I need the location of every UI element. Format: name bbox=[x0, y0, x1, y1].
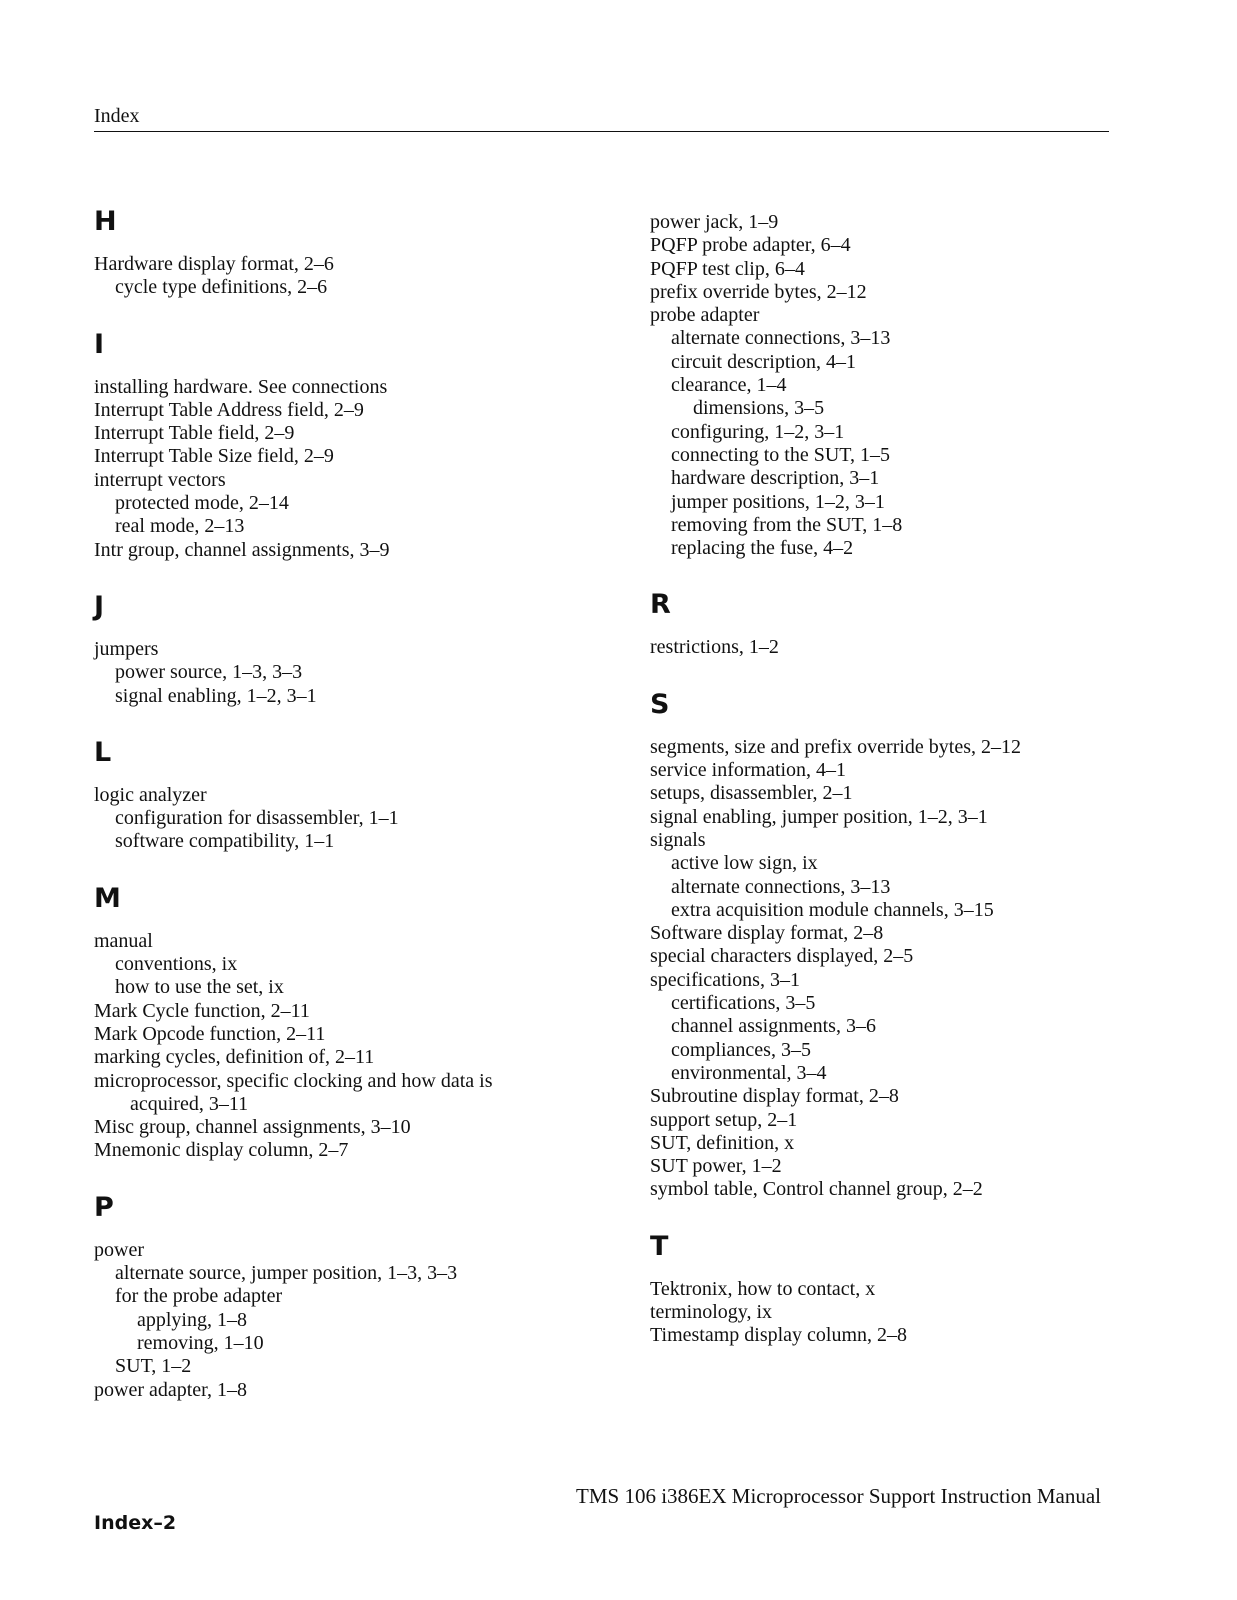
index-subentry: protected mode, 2–14 bbox=[115, 492, 289, 515]
index-section bbox=[94, 1191, 614, 1402]
index-subentry: active low sign, ix bbox=[671, 852, 818, 875]
index-section bbox=[94, 328, 614, 562]
index-subentry: removing from the SUT, 1–8 bbox=[671, 513, 903, 536]
index-entry: Interrupt Table Address field, 2–9 bbox=[94, 398, 364, 421]
index-letter-heading: J bbox=[94, 590, 105, 622]
index-letter-heading: H bbox=[94, 206, 117, 237]
index-column-left bbox=[94, 205, 614, 1402]
index-subentry: alternate connections, 3–13 bbox=[671, 327, 891, 350]
index-entry: marking cycles, definition of, 2–11 bbox=[94, 1046, 375, 1069]
index-subentry: environmental, 3–4 bbox=[671, 1061, 827, 1084]
running-head: Index bbox=[94, 105, 140, 127]
index-entry: jumpers bbox=[94, 637, 159, 660]
index-entry: manual bbox=[94, 929, 153, 952]
index-entry: prefix override bytes, 2–12 bbox=[650, 280, 867, 303]
header-rule bbox=[94, 131, 1109, 132]
index-subentry: clearance, 1–4 bbox=[671, 374, 787, 397]
footer-page-number: Index–2 bbox=[94, 1512, 177, 1534]
index-entry: PQFP probe adapter, 6–4 bbox=[650, 234, 851, 257]
index-entry: Mark Cycle function, 2–11 bbox=[94, 999, 310, 1022]
index-section bbox=[650, 211, 1170, 560]
index-entry-continuation: acquired, 3–11 bbox=[130, 1092, 249, 1115]
index-subentry: extra acquisition module channels, 3–15 bbox=[671, 898, 994, 921]
index-entry: restrictions, 1–2 bbox=[650, 636, 779, 659]
index-subentry: certifications, 3–5 bbox=[671, 992, 816, 1015]
index-subentry: hardware description, 3–1 bbox=[671, 467, 880, 490]
index-entry: signal enabling, jumper position, 1–2, 3–1 bbox=[650, 805, 988, 828]
index-section bbox=[650, 1230, 1170, 1348]
index-section bbox=[94, 590, 614, 708]
index-entry: setups, disassembler, 2–1 bbox=[650, 782, 853, 805]
index-entry: SUT power, 1–2 bbox=[650, 1155, 782, 1178]
index-entry: power jack, 1–9 bbox=[650, 211, 779, 233]
index-entry: Interrupt Table Size field, 2–9 bbox=[94, 445, 334, 468]
index-subentry: SUT, 1–2 bbox=[115, 1355, 192, 1378]
index-subentry: conventions, ix bbox=[115, 953, 238, 976]
index-subentry: replacing the fuse, 4–2 bbox=[671, 537, 854, 560]
footer-manual-title: TMS 106 i386EX Microprocessor Support Instruction Manual bbox=[576, 1484, 1101, 1508]
index-entry: service information, 4–1 bbox=[650, 759, 847, 782]
index-entry: logic analyzer bbox=[94, 783, 207, 806]
index-letter-heading: T bbox=[650, 1230, 669, 1262]
index-column-right bbox=[650, 211, 1170, 1348]
index-entry: microprocessor, specific clocking and how data is bbox=[94, 1069, 493, 1092]
index-entry: terminology, ix bbox=[650, 1300, 773, 1323]
index-entry: Intr group, channel assignments, 3–9 bbox=[94, 538, 390, 561]
index-subentry: how to use the set, ix bbox=[115, 976, 284, 999]
index-entry: SUT, definition, x bbox=[650, 1131, 795, 1154]
index-section bbox=[94, 882, 614, 1163]
index-subentry: software compatibility, 1–1 bbox=[115, 830, 335, 853]
index-section bbox=[650, 588, 1170, 659]
index-subentry: jumper positions, 1–2, 3–1 bbox=[671, 490, 885, 513]
index-subentry: signal enabling, 1–2, 3–1 bbox=[115, 684, 317, 707]
index-subentry: alternate source, jumper position, 1–3, 3–3 bbox=[115, 1262, 458, 1285]
index-subentry: circuit description, 4–1 bbox=[671, 350, 856, 373]
index-subsubentry: dimensions, 3–5 bbox=[693, 397, 825, 420]
index-entry: Software display format, 2–8 bbox=[650, 922, 884, 945]
index-subsubentry: removing, 1–10 bbox=[137, 1331, 264, 1354]
index-letter-heading: M bbox=[94, 882, 121, 914]
index-subentry: alternate connections, 3–13 bbox=[671, 875, 891, 898]
index-subentry: real mode, 2–13 bbox=[115, 515, 245, 538]
index-entry: special characters displayed, 2–5 bbox=[650, 945, 914, 968]
index-entry: Mnemonic display column, 2–7 bbox=[94, 1139, 349, 1162]
index-entry: Misc group, channel assignments, 3–10 bbox=[94, 1116, 411, 1139]
index-entry: Timestamp display column, 2–8 bbox=[650, 1324, 908, 1347]
index-subentry: compliances, 3–5 bbox=[671, 1038, 811, 1061]
index-section bbox=[650, 688, 1170, 1202]
index-entry: segments, size and prefix override bytes, 2–12 bbox=[650, 735, 1022, 758]
index-entry: power adapter, 1–8 bbox=[94, 1378, 248, 1401]
index-entry: Mark Opcode function, 2–11 bbox=[94, 1022, 326, 1045]
index-section bbox=[94, 736, 614, 854]
index-letter-heading: L bbox=[94, 736, 112, 768]
index-entry: power bbox=[94, 1238, 144, 1261]
index-entry: probe adapter bbox=[650, 304, 760, 327]
index-letter-heading: R bbox=[650, 589, 671, 621]
index-subentry: channel assignments, 3–6 bbox=[671, 1015, 876, 1038]
index-letter-heading: S bbox=[650, 688, 670, 720]
index-subsubentry: applying, 1–8 bbox=[137, 1308, 247, 1331]
index-entry: specifications, 3–1 bbox=[650, 968, 800, 991]
index-subentry: power source, 1–3, 3–3 bbox=[115, 661, 303, 684]
index-entry: PQFP test clip, 6–4 bbox=[650, 257, 805, 280]
index-entry: interrupt vectors bbox=[94, 468, 226, 491]
index-entry: Subroutine display format, 2–8 bbox=[650, 1085, 899, 1108]
index-subentry: cycle type definitions, 2–6 bbox=[115, 276, 328, 299]
index-letter-heading: P bbox=[94, 1191, 114, 1223]
index-entry: Tektronix, how to contact, x bbox=[650, 1277, 876, 1300]
index-subentry: for the probe adapter bbox=[115, 1285, 283, 1308]
index-letter-heading: I bbox=[94, 328, 105, 360]
index-subentry: connecting to the SUT, 1–5 bbox=[671, 443, 891, 466]
index-entry: Interrupt Table field, 2–9 bbox=[94, 422, 295, 445]
index-subentry: configuring, 1–2, 3–1 bbox=[671, 420, 845, 443]
index-subentry: configuration for disassembler, 1–1 bbox=[115, 807, 399, 830]
index-entry: support setup, 2–1 bbox=[650, 1108, 798, 1131]
index-entry: symbol table, Control channel group, 2–2 bbox=[650, 1178, 983, 1201]
index-entry: signals bbox=[650, 828, 706, 851]
index-entry: installing hardware. See connections bbox=[94, 375, 388, 398]
index-section bbox=[94, 205, 614, 300]
index-entry: Hardware display format, 2–6 bbox=[94, 253, 334, 275]
